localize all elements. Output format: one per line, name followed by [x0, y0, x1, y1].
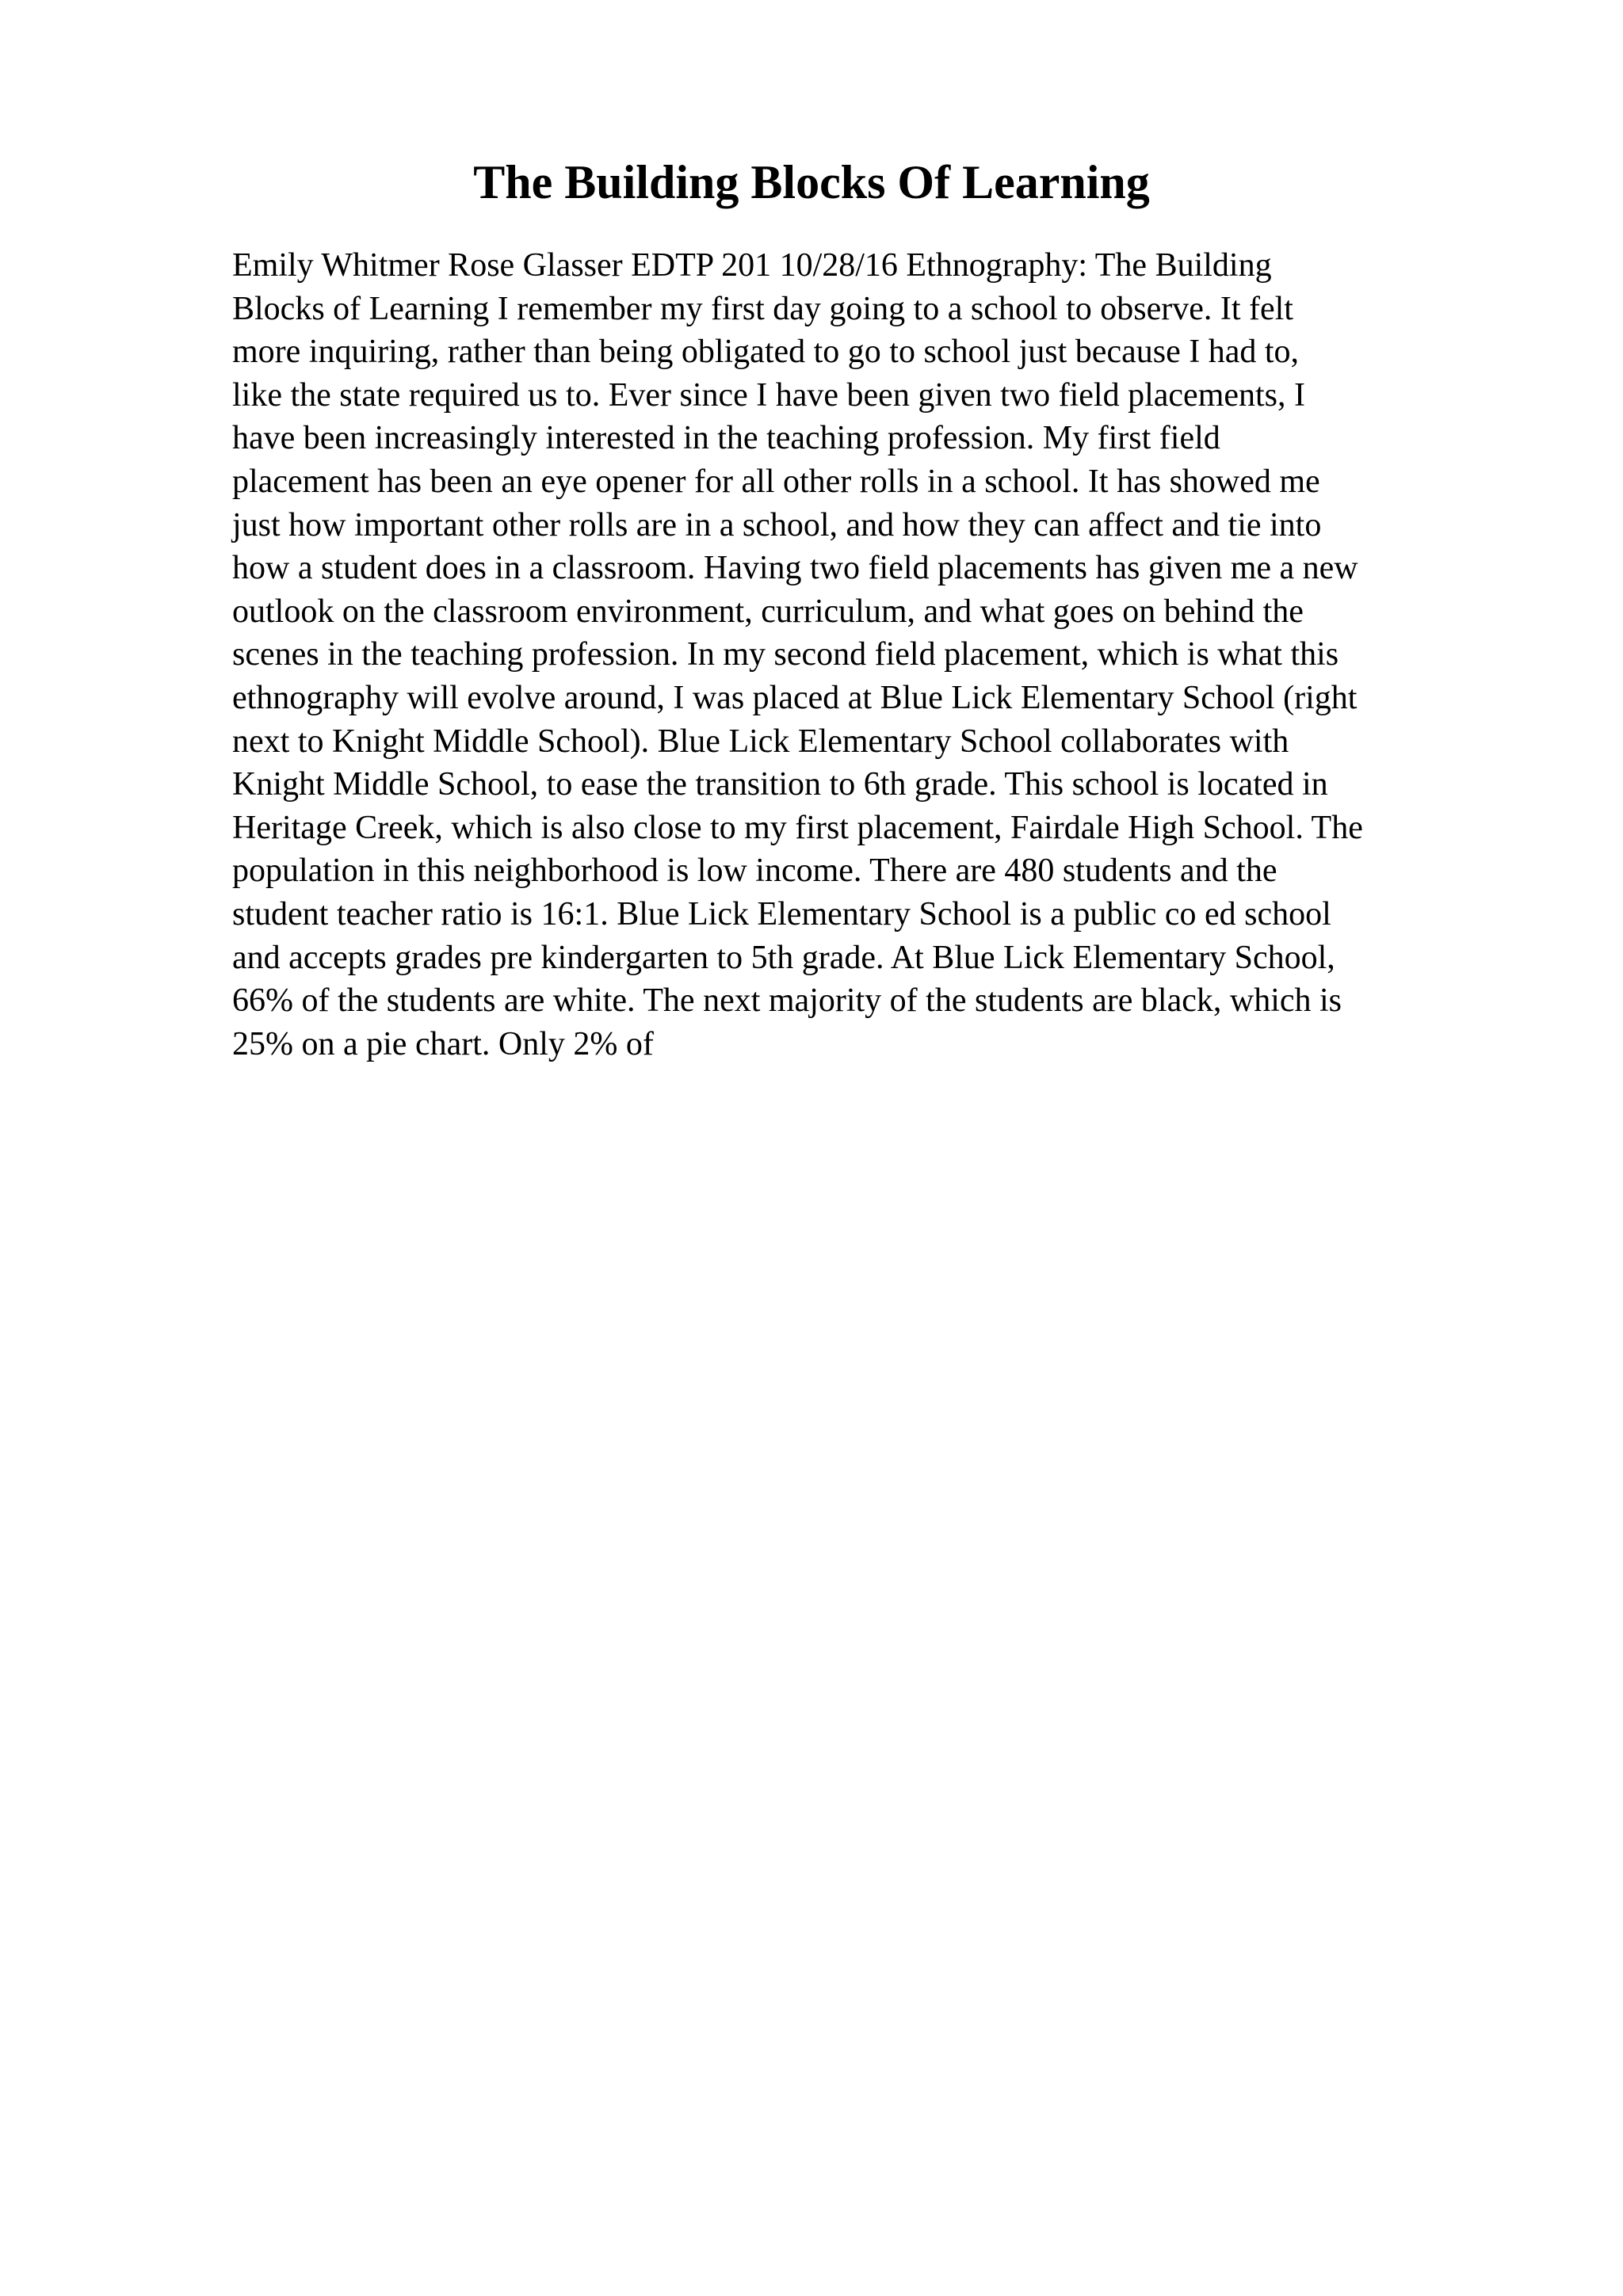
body-line: Emily Whitmer Rose Glasser EDTP 201 10/28/16 Ethnography: The Building	[232, 247, 1272, 284]
body-line: have been increasingly interested in the teaching profession. My first field	[232, 420, 1220, 457]
body-line: outlook on the classroom environment, curriculum, and what goes on behind the	[232, 593, 1304, 630]
body-line: 66% of the students are white. The next majority of the students are black, which is	[232, 982, 1342, 1020]
body-line: scenes in the teaching profession. In my second field placement, which is what this	[232, 636, 1339, 673]
body-line: more inquiring, rather than being obligated to go to school just because I had to,	[232, 334, 1300, 371]
body-line: student teacher ratio is 16:1. Blue Lick Elementary School is a public co ed school	[232, 895, 1331, 933]
body-line: like the state required us to. Ever since I have been given two field placements, I	[232, 376, 1306, 414]
body-line: just how important other rolls are in a school, and how they can affect and tie into	[232, 506, 1322, 543]
body-line: 25% on a pie chart. Only 2% of	[232, 1025, 654, 1062]
document-body	[232, 244, 1500, 1066]
document-title: The Building Blocks Of Learning	[473, 156, 1150, 208]
body-line: ethnography will evolve around, I was placed at Blue Lick Elementary School (right	[232, 679, 1358, 716]
body-line: Knight Middle School, to ease the transition to 6th grade. This school is located in	[232, 766, 1328, 803]
body-line: and accepts grades pre kindergarten to 5th grade. At Blue Lick Elementary School,	[232, 939, 1335, 976]
body-line: next to Knight Middle School). Blue Lick Elementary School collaborates with	[232, 723, 1289, 760]
body-line: Blocks of Learning I remember my first day going to a school to observe. It felt	[232, 290, 1293, 327]
body-line: placement has been an eye opener for all other rolls in a school. It has showed me	[232, 463, 1320, 500]
body-line: Heritage Creek, which is also close to my first placement, Fairdale High School. The	[232, 809, 1363, 846]
body-line: how a student does in a classroom. Having two field placements has given me a new	[232, 550, 1358, 587]
body-line: population in this neighborhood is low income. There are 480 students and the	[232, 852, 1277, 890]
